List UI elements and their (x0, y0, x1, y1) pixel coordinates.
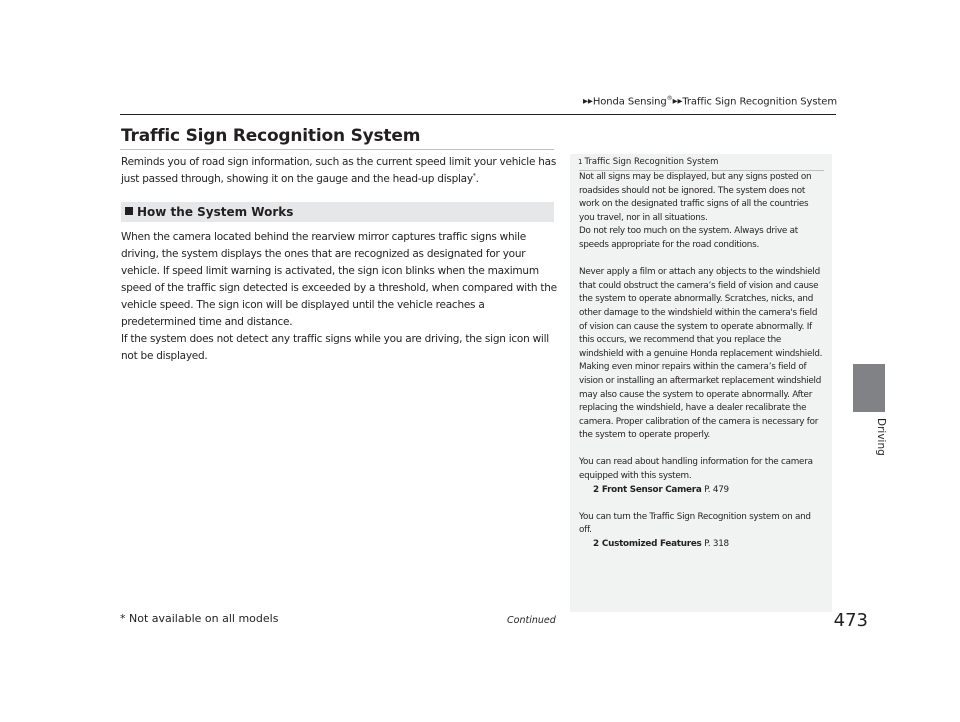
cross-reference-front-sensor-camera[interactable]: 2 Front Sensor Camera P. 479 (593, 484, 729, 495)
body-text (121, 229, 557, 365)
chapter-tab-label: Driving (875, 418, 887, 456)
side-note-panel (570, 154, 832, 612)
registered-mark: ® (666, 95, 673, 102)
page-number: 473 (833, 610, 868, 631)
triangle-right-icon: ▶▶ (672, 97, 683, 106)
page-title: Traffic Sign Recognition System (121, 126, 421, 146)
breadcrumb (575, 95, 837, 107)
reference-arrow-icon: 2 (593, 484, 599, 495)
continued-label: Continued (507, 615, 556, 626)
note-paragraph: You can read about handling information for the camera equipped with this system. (579, 457, 813, 482)
breadcrumb-item[interactable]: Traffic Sign Recognition System (682, 96, 837, 108)
note-paragraph: You can turn the Traffic Sign Recognition system on and off. (579, 511, 811, 536)
title-divider (120, 149, 554, 150)
footnote: * Not available on all models (120, 612, 279, 625)
note-ref-icon: 1 (578, 158, 583, 166)
reference-arrow-icon: 2 (593, 539, 599, 550)
footnote-mark[interactable]: * (472, 172, 476, 180)
side-note-divider (579, 170, 824, 171)
intro-paragraph: Reminds you of road sign information, such as the current speed limit your vehicle has just passed through, showing it on the gauge and the head-up display*. (121, 156, 557, 185)
note-paragraph: Do not rely too much on the system. Always drive at speeds appropriate for the road conditions. (579, 226, 798, 250)
body-paragraph: When the camera located behind the rearview mirror captures traffic signs while driving, the system displays the ones that are recognized as designated for your vehicle. If speed limit warning is activated, the sign icon blinks when the maximum speed of the traffic sign detected is exceeded by a threshold, when compared with the vehicle speed. The sign icon will be displayed until the vehicle reaches a predetermined time and distance. (121, 231, 557, 328)
square-bullet-icon (125, 207, 133, 215)
breadcrumb-item[interactable]: Honda Sensing (592, 96, 667, 108)
note-paragraph: Not all signs may be displayed, but any signs posted on roadsides should not be ignored. The system does not work on the designated traffic signs of all the countries you travel, nor in all situations. (579, 172, 812, 223)
side-note-heading: 1 Traffic Sign Recognition System (578, 157, 719, 167)
cross-reference-customized-features[interactable]: 2 Customized Features P. 318 (593, 539, 729, 550)
chapter-tab[interactable] (853, 364, 885, 412)
section-heading: How the System Works (121, 202, 554, 222)
body-paragraph: If the system does not detect any traffic signs while you are driving, the sign icon will not be displayed. (121, 333, 549, 362)
triangle-right-icon: ▶▶ (583, 97, 593, 106)
note-paragraph: Never apply a film or attach any objects to the windshield that could obstruct the camera’s field of vision and cause the system to operate abnormally. Scratches, nicks, and other damage to the windshield within the camera's field of vision can cause the system to operate abnormally. If this occurs, we recommend that you replace the windshield with a genuine Honda replacement windshield. Making even minor repairs within the camera’s field of vision or installing an aftermarket replacement windshield may also cause the system to operate abnormally. After replacing the windshield, have a dealer recalibrate the camera. Proper calibration of the camera is necessary for the system to operate properly. (579, 267, 823, 441)
header-divider (120, 114, 836, 115)
